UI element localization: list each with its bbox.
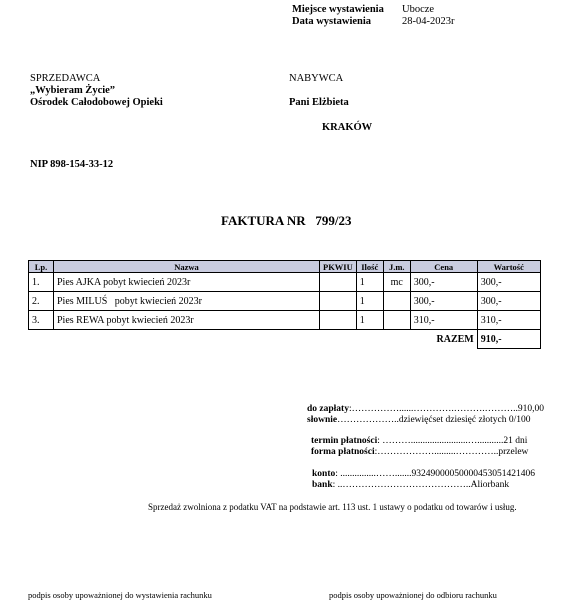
place-label: Miejsce wystawienia: [292, 4, 384, 15]
account-value: : ...............…….......93249000050000453051421406: [335, 469, 535, 479]
bank-label: bank: [312, 480, 333, 490]
issue-info: [292, 4, 455, 28]
table-header-row: [29, 261, 541, 273]
amount-words-row: [307, 415, 530, 426]
date-value: 28-04-2023r: [402, 16, 455, 27]
total-row: [29, 330, 541, 349]
row-unit: mc: [383, 273, 410, 292]
header-name: Nazwa: [54, 261, 320, 273]
payment-method-label: forma płatności: [311, 447, 375, 457]
row-lp: 1.: [29, 273, 54, 292]
row-value: 310,-: [477, 311, 540, 330]
table-row: [29, 292, 541, 311]
row-unit: [383, 311, 410, 330]
row-qty: 1: [356, 292, 383, 311]
items-table: [28, 260, 541, 349]
invoice-title: FAKTURA NR 799/23: [221, 213, 352, 228]
row-value: 300,-: [477, 292, 540, 311]
issuer-signature-caption: podpis osoby upoważnionej do wystawienia rachunku: [28, 590, 212, 600]
payment-method-row: [311, 447, 528, 458]
amount-words-value: ………………..dziewięćset dziesięć złotych 0/100: [337, 415, 531, 425]
date-label: Data wystawienia: [292, 16, 372, 27]
header-value: Wartość: [477, 261, 540, 273]
total-label: RAZEM: [436, 333, 474, 345]
row-pkwiu: [320, 273, 357, 292]
buyer-name: Pani Elżbieta: [289, 97, 349, 108]
row-price: 300,-: [410, 292, 477, 311]
row-lp: 2.: [29, 292, 54, 311]
row-pkwiu: [320, 292, 357, 311]
header-price: Cena: [410, 261, 477, 273]
bank-row: [312, 480, 509, 491]
header-pkwiu: PKWIU: [320, 261, 357, 273]
place-value: Ubocze: [402, 4, 435, 15]
header-unit: J.m.: [383, 261, 410, 273]
row-price: 310,-: [410, 311, 477, 330]
seller-label: SPRZEDAWCA: [30, 73, 101, 84]
amount-words-label: słownie: [307, 415, 338, 425]
amount-due-value: :……………......………….……….………..910,00: [348, 404, 544, 414]
header-lp: Lp.: [29, 261, 54, 273]
header-qty: Ilość: [356, 261, 383, 273]
row-name: Pies REWA pobyt kwiecień 2023r: [54, 311, 320, 330]
row-price: 300,-: [410, 273, 477, 292]
row-name: Pies AJKA pobyt kwiecień 2023r: [54, 273, 320, 292]
seller-name-line1: „Wybieram Życie”: [30, 85, 116, 96]
total-value: 910,-: [477, 330, 540, 349]
buyer-city: KRAKÓW: [322, 122, 373, 133]
row-value: 300,-: [477, 273, 540, 292]
account-row: [312, 469, 535, 480]
amount-due-label: do zapłaty: [307, 404, 349, 414]
receiver-signature-caption: podpis osoby upoważnionej do odbioru rachunku: [329, 590, 497, 600]
row-pkwiu: [320, 311, 357, 330]
row-unit: [383, 292, 410, 311]
seller-block: [30, 73, 163, 109]
row-qty: 1: [356, 311, 383, 330]
amount-due-row: [307, 404, 544, 415]
row-name: Pies MILUŚ pobyt kwiecień 2023r: [54, 292, 320, 311]
row-qty: 1: [356, 273, 383, 292]
vat-exemption-note: Sprzedaż zwolniona z podatku VAT na podstawie art. 113 ust. 1 ustawy o podatku od towarów i usług.: [148, 502, 517, 512]
seller-nip: NIP 898-154-33-12: [30, 159, 114, 170]
table-row: [29, 273, 541, 292]
account-label: konto: [312, 469, 336, 479]
table-row: [29, 311, 541, 330]
seller-name-line2: Ośrodek Całodobowej Opieki: [30, 97, 163, 108]
payment-term-value: : ………........................…...........21 dni: [377, 436, 528, 446]
payment-term-row: [311, 436, 527, 447]
bank-value: : ..…………………………………..Aliorbank: [332, 480, 510, 490]
row-lp: 3.: [29, 311, 54, 330]
payment-method-value: :……………….........…………..przelew: [374, 447, 529, 457]
buyer-label: NABYWCA: [289, 73, 344, 84]
payment-term-label: termin płatności: [311, 436, 378, 446]
